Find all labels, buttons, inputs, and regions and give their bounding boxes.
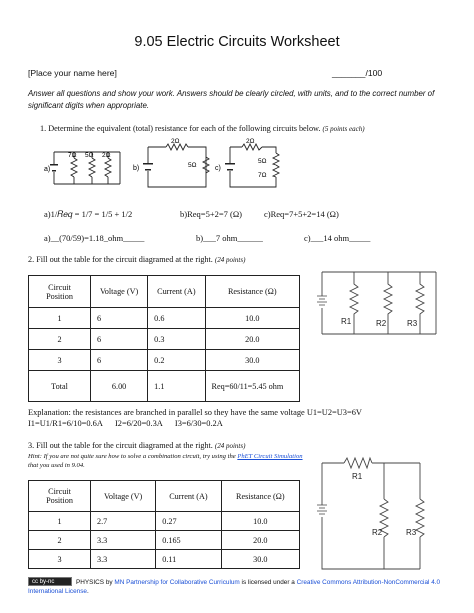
- cell-voltage[interactable]: 6: [91, 329, 148, 350]
- cell-position: 2: [29, 531, 91, 550]
- header-resistance: Resistance (Ω): [221, 481, 299, 512]
- name-field[interactable]: [Place your name here]: [28, 68, 117, 78]
- circuit-a-r3: 2Ω: [102, 152, 111, 159]
- cell-position: 1: [29, 308, 91, 329]
- question-2-diagram-r3: R3: [407, 319, 418, 328]
- explanation-line-2: I1=U1/R1=6/10=0.6A I2=6/20=0.3A I3=6/30=0.2A: [28, 419, 223, 428]
- answer-b[interactable]: b)___7 ohm______: [196, 233, 263, 243]
- question-3-diagram-r1: R1: [352, 472, 363, 481]
- cell-voltage[interactable]: 3.3: [91, 550, 156, 569]
- circuit-c-diagram: [212, 137, 284, 191]
- cc-by-nc-badge-icon[interactable]: [28, 577, 72, 586]
- circuit-a-r1: 7Ω: [68, 152, 77, 159]
- cell-voltage[interactable]: 2.7: [91, 512, 156, 531]
- question-3-diagram-r3: R3: [406, 528, 417, 537]
- license-footer: [28, 578, 448, 597]
- cell-current[interactable]: 0.6: [148, 308, 205, 329]
- circuit-b-diagram: [130, 137, 210, 191]
- question-1: [40, 124, 365, 133]
- question-3-points: (24 points): [214, 442, 246, 450]
- table-header-row: [29, 276, 300, 308]
- question-2-points: (24 points): [214, 256, 246, 264]
- question-2-explanation: [28, 407, 468, 429]
- question-2-circuit-diagram: [314, 268, 442, 340]
- circuit-c-label: c): [215, 165, 221, 172]
- by-text: by: [104, 579, 115, 587]
- table-row: [29, 308, 300, 329]
- header-circuit-position: Circuit Position: [29, 276, 91, 308]
- cell-resistance[interactable]: 30.0: [205, 350, 299, 371]
- header-circuit-position: Circuit Position: [29, 481, 91, 512]
- table-row: [29, 531, 300, 550]
- header-voltage: Voltage (V): [91, 276, 148, 308]
- mn-partnership-link[interactable]: MN Partnership for Collaborative Curriculum: [114, 579, 240, 587]
- question-3-table: [28, 480, 300, 569]
- cell-voltage[interactable]: 6: [91, 308, 148, 329]
- cc-badge-text: cc by-nc: [32, 579, 55, 585]
- header-current: Current (A): [148, 276, 205, 308]
- cell-current[interactable]: 0.11: [156, 550, 221, 569]
- question-2-table: [28, 275, 300, 402]
- work-c: c)Req=7+5+2=14 (Ω): [264, 209, 339, 219]
- circuit-c-r3: 7Ω: [258, 172, 267, 179]
- question-1-text: 1. Determine the equivalent (total) resistance for each of the following circuits below.: [40, 124, 321, 133]
- table-header-row: [29, 481, 300, 512]
- question-3-diagram-r2: R2: [372, 528, 383, 537]
- explanation-line-1: Explanation: the resistances are branched in parallel so they have the same voltage U1=U2=U3=6V: [28, 408, 362, 417]
- cell-voltage[interactable]: 6: [91, 350, 148, 371]
- question-1-points: (5 points each): [322, 125, 365, 133]
- table-row: [29, 550, 300, 569]
- circuit-c-r1: 2Ω: [246, 138, 255, 145]
- question-3: [28, 441, 245, 450]
- table-row: [29, 329, 300, 350]
- answer-a[interactable]: a)__(70/59)=1.18_ohm_____: [44, 233, 145, 243]
- cell-current[interactable]: 0.27: [156, 512, 221, 531]
- circuit-b-label: b): [133, 165, 140, 172]
- hint-suffix: that you used in 9.04.: [28, 461, 85, 469]
- question-3-hint: [28, 453, 308, 470]
- phet-simulation-link[interactable]: PhET Circuit Simulation: [237, 453, 303, 460]
- footer-end: .: [86, 588, 89, 596]
- cell-resistance[interactable]: 30.0: [221, 550, 299, 569]
- work-b: b)Req=5+2=7 (Ω): [180, 209, 243, 219]
- cell-resistance[interactable]: 20.0: [221, 531, 299, 550]
- instructions: Answer all questions and show your work. Answers should be clearly circled, with units, and to the correct number of significant digits when appropriate.: [28, 89, 435, 110]
- table-row: [29, 350, 300, 371]
- question-2-diagram-r1: R1: [341, 317, 352, 326]
- cell-position: Total: [29, 371, 91, 402]
- cell-position: 1: [29, 512, 91, 531]
- cc-license-link[interactable]: Creative Commons Attribution-NonCommercial 4.0 International License: [28, 579, 441, 596]
- circuit-c-r2: 5Ω: [258, 158, 267, 165]
- circuit-b-r1: 2Ω: [171, 138, 180, 145]
- table-total-row: [29, 371, 300, 402]
- cell-resistance[interactable]: 10.0: [221, 512, 299, 531]
- score-field: _______/100: [332, 68, 383, 78]
- circuit-a-r2: 5Ω: [85, 152, 94, 159]
- cell-resistance[interactable]: 20.0: [205, 329, 299, 350]
- cell-position: 3: [29, 350, 91, 371]
- question-3-text: 3. Fill out the table for the circuit diagramed at the right.: [28, 441, 213, 450]
- cell-current[interactable]: 0.3: [148, 329, 205, 350]
- cell-voltage[interactable]: 6.00: [91, 371, 148, 402]
- cell-resistance[interactable]: 10.0: [205, 308, 299, 329]
- question-2-diagram-r2: R2: [376, 319, 387, 328]
- answer-c[interactable]: c)___14 ohm_____: [304, 233, 371, 243]
- question-3-circuit-diagram: [314, 455, 442, 577]
- circuit-a-diagram: [44, 146, 122, 190]
- question-2: [28, 255, 245, 264]
- cell-voltage[interactable]: 3.3: [91, 531, 156, 550]
- circuit-b-r2: 5Ω: [188, 162, 197, 169]
- header-voltage: Voltage (V): [91, 481, 156, 512]
- cell-position: 2: [29, 329, 91, 350]
- cell-current[interactable]: 0.165: [156, 531, 221, 550]
- hint-prefix: Hint: If you are not quite sure how to solve a combination circuit, try using the: [28, 453, 238, 460]
- cell-position: 3: [29, 550, 91, 569]
- cell-current[interactable]: 0.2: [148, 350, 205, 371]
- question-2-text: 2. Fill out the table for the circuit diagramed at the right.: [28, 255, 213, 264]
- worksheet-title: 9.05 Electric Circuits Worksheet: [134, 34, 340, 50]
- table-row: [29, 512, 300, 531]
- work-a: a)1/𝑅𝑒𝑞 = 1/7 = 1/5 + 1/2: [44, 209, 133, 219]
- cell-current[interactable]: 1.1: [148, 371, 205, 402]
- physics-text: PHYSICS: [76, 579, 105, 587]
- circuit-a-label: a): [44, 166, 51, 173]
- licensed-text: is licensed under a: [239, 579, 297, 587]
- cell-resistance[interactable]: Req=60/11=5.45 ohm: [205, 371, 299, 402]
- header-current: Current (A): [156, 481, 221, 512]
- header-resistance: Resistance (Ω): [205, 276, 299, 308]
